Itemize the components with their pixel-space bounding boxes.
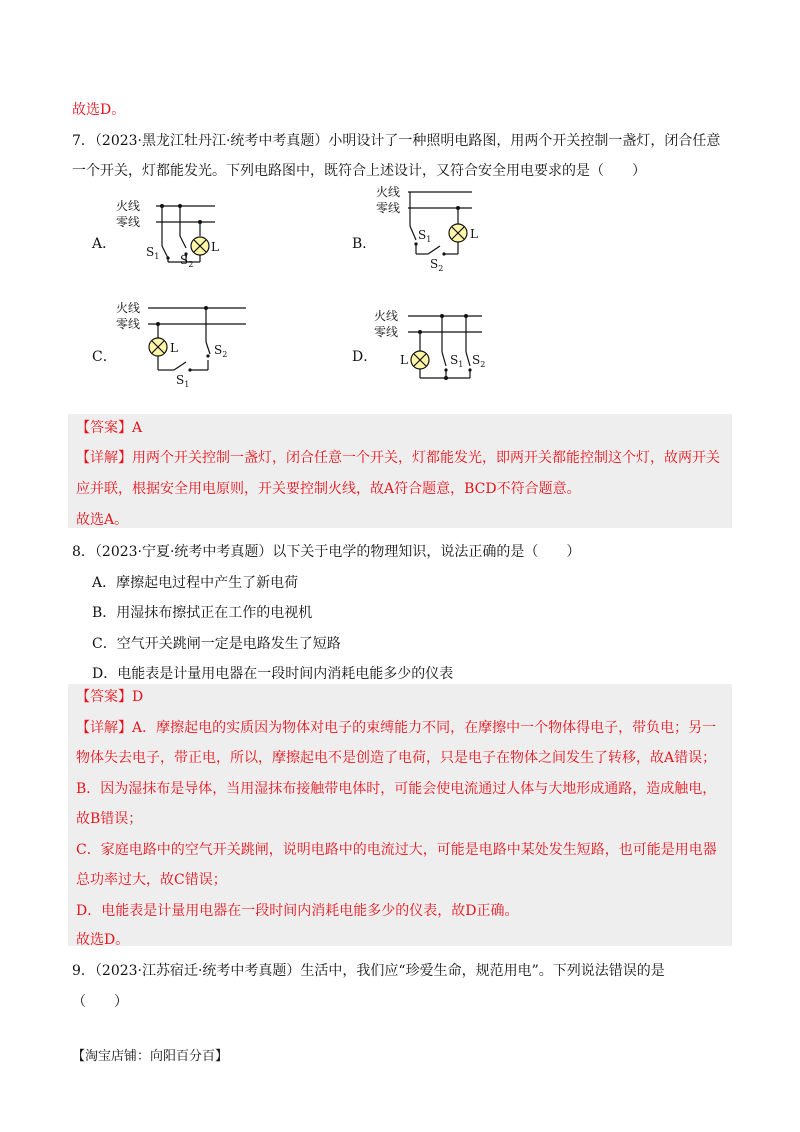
circuit-diagram-c: [110, 298, 250, 390]
q8-detail-line2: 物体失去电子，带正电，所以，摩擦起电不是创造了电荷，只是电子在物体之间发生了转移，故A错误；: [76, 750, 717, 766]
q8-conclusion: 故选D。: [76, 932, 130, 948]
q8-detail-line7: D．电能表是计量用电器在一段时间内消耗电能多少的仪表，故D正确。: [76, 903, 519, 919]
q9-stem-line1: 9．（2023·江苏宿迁·统考中考真题）生活中，我们应“珍爱生命，规范用电”。下列说法错误的是: [72, 963, 665, 979]
svg-text:S2: $S_2$: [214, 343, 228, 359]
q8-option-c: C．空气开关跳闸一定是电路发生了短路: [92, 636, 341, 652]
circuit-diagram-a: [110, 196, 240, 271]
svg-text:火线: 火线: [374, 309, 399, 323]
svg-text:零线: 零线: [116, 317, 141, 331]
live-wire-label: 火线: [116, 199, 141, 213]
svg-text:火线: 火线: [116, 301, 141, 315]
svg-text:S2: $S_2$: [472, 353, 486, 369]
svg-text:S1: $S_1$: [450, 353, 464, 369]
lamp-label: L: [211, 240, 219, 254]
q8-detail-line6: 总功率过大，故C错误；: [76, 872, 227, 888]
svg-text:L: L: [470, 227, 478, 241]
q8-option-d: D．电能表是计量用电器在一段时间内消耗电能多少的仪表: [92, 666, 454, 682]
neutral-wire-label: 零线: [116, 215, 141, 229]
q7-option-a-label: A．: [92, 236, 117, 252]
q8-detail-line5: C．家庭电路中的空气开关跳闸，说明电路中的电流过大，可能是电路中某处发生短路，也可能是用电器: [76, 842, 717, 858]
svg-text:L: L: [170, 341, 178, 355]
q7-answer: 【答案】A: [76, 420, 143, 436]
q7-answer-box: [68, 414, 732, 528]
switch-1-label: $S_1$: [146, 245, 160, 261]
q7-option-d-label: D．: [352, 349, 378, 365]
q7-stem-line1: 7．（2023·黑龙江牡丹江·统考中考真题）小明设计了一种照明电路图，用两个开关控制一盏灯，闭合任意: [72, 133, 721, 149]
q8-option-b: B．用湿抹布擦拭正在工作的电视机: [92, 605, 313, 621]
svg-text:S1: $S_1$: [176, 373, 190, 389]
q9-stem-line2: （ ）: [72, 994, 128, 1010]
q8-detail-line1: 【详解】A．摩擦起电的实质因为物体对电子的束缚能力不同，在摩擦中一个物体得电子，带负电；另一: [76, 720, 717, 736]
q7-option-b-label: B．: [352, 236, 377, 252]
switch-2-label: $S_2$: [180, 253, 194, 269]
q8-detail-line4: 故B错误；: [76, 811, 143, 827]
svg-text:零线: 零线: [374, 325, 399, 339]
svg-text:火线: 火线: [376, 185, 401, 199]
q7-detail-line2: 应并联，根据安全用电原则，开关要控制火线，故A符合题意，BCD不符合题意。: [76, 481, 581, 497]
prev-conclusion: 故选D。: [72, 102, 126, 118]
q7-detail-line1: 【详解】用两个开关控制一盏灯，闭合任意一个开关，灯都能发光，即两开关都能控制这个灯，故两开关: [76, 450, 720, 466]
q7-option-c-label: C．: [92, 349, 117, 365]
q8-stem: 8．（2023·宁夏·统考中考真题）以下关于电学的物理知识，说法正确的是（ ）: [72, 544, 581, 560]
q7-stem-line2: 一个开关，灯都能发光。下列电路图中，既符合上述设计，又符合安全用电要求的是（ ）: [72, 163, 646, 179]
circuit-diagram-d: [370, 306, 510, 388]
q8-option-a: A．摩擦起电过程中产生了新电荷: [92, 575, 299, 591]
circuit-diagram-b: [372, 182, 502, 274]
q7-conclusion: 故选A。: [76, 512, 129, 528]
svg-text:零线: 零线: [376, 201, 401, 215]
q8-detail-line3: B．因为湿抹布是导体，当用湿抹布接触带电体时，可能会使电流通过人体与大地形成通路，造成触电，: [76, 781, 717, 797]
q8-answer: 【答案】D: [76, 689, 144, 705]
svg-text:L: L: [400, 353, 408, 367]
q8-answer-box: [68, 684, 732, 946]
page-footer: 【淘宝店铺：向阳百分百】: [72, 1049, 229, 1064]
svg-text:S2: $S_2$: [430, 257, 444, 273]
svg-text:S1: $S_1$: [418, 228, 432, 244]
